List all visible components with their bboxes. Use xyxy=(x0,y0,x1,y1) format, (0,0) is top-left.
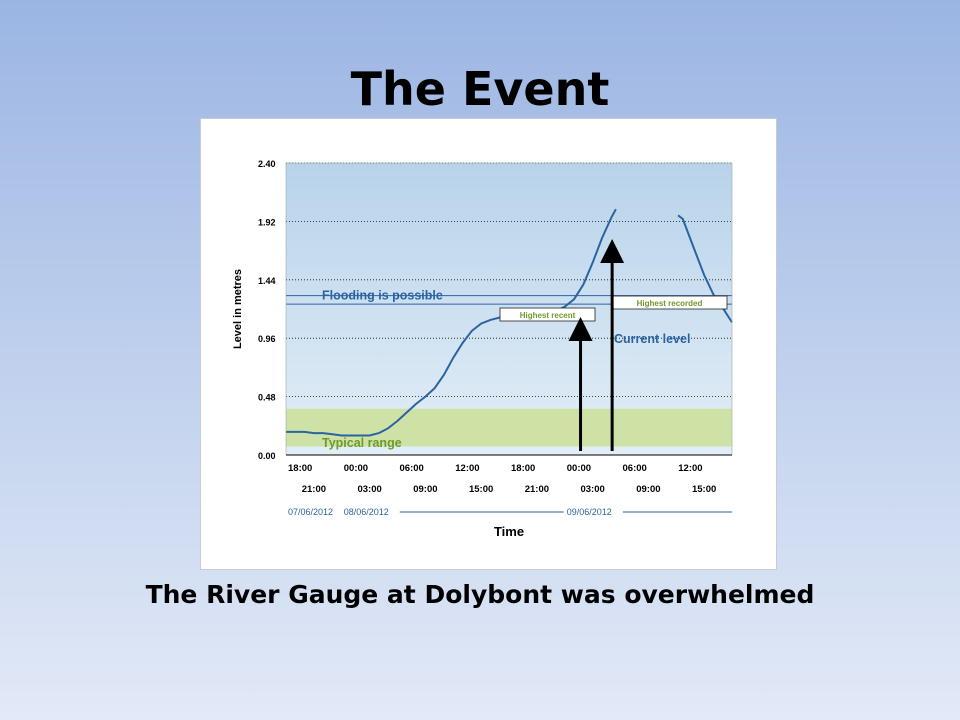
slide-title: The Event xyxy=(350,62,610,116)
x-tick-label-lower: 15:00 xyxy=(691,484,717,495)
highest-recorded-label: Highest recorded xyxy=(636,299,703,308)
river-level-chart xyxy=(201,119,776,569)
x-tick-label-upper: 00:00 xyxy=(566,463,592,474)
y-tick-label: 1.44 xyxy=(258,275,276,286)
date-label: 08/06/2012 xyxy=(343,507,389,517)
x-tick-label-upper: 00:00 xyxy=(343,463,369,474)
x-tick-label-upper: 18:00 xyxy=(288,463,313,474)
slide-caption: The River Gauge at Dolybont was overwhelmed xyxy=(145,580,815,609)
x-tick-label-upper: 12:00 xyxy=(678,463,703,474)
x-tick-label-lower: 15:00 xyxy=(468,484,494,495)
current-level-label: Current level xyxy=(614,332,691,346)
x-tick-label-upper: 12:00 xyxy=(455,463,480,474)
flooding-possible-label: Flooding is possible xyxy=(322,288,443,303)
x-tick-label-lower: 21:00 xyxy=(524,484,550,495)
y-tick-label: 0.96 xyxy=(258,334,276,345)
chart-frame xyxy=(200,118,777,570)
y-tick-label: 0.48 xyxy=(258,392,276,403)
x-tick-label-upper: 18:00 xyxy=(511,463,536,474)
x-tick-label-lower: 03:00 xyxy=(357,484,382,495)
typical-range-label: Typical range xyxy=(322,436,402,450)
highest-recent-label: Highest recent xyxy=(519,311,576,320)
y-tick-label: 2.40 xyxy=(258,159,276,169)
date-label: 07/06/2012 xyxy=(288,507,334,517)
date-label: 09/06/2012 xyxy=(566,507,612,517)
x-tick-label-upper: 06:00 xyxy=(622,463,647,474)
x-tick-label-lower: 21:00 xyxy=(301,484,327,495)
x-tick-label-lower: 03:00 xyxy=(580,484,605,495)
x-axis-title: Time xyxy=(493,524,525,539)
x-tick-label-upper: 06:00 xyxy=(399,463,424,474)
y-axis-title: Level in metres xyxy=(232,268,244,350)
y-tick-label: 0.00 xyxy=(258,451,276,461)
y-tick-label: 1.92 xyxy=(258,217,276,228)
x-tick-label-lower: 09:00 xyxy=(636,484,661,495)
x-tick-label-lower: 09:00 xyxy=(413,484,438,495)
